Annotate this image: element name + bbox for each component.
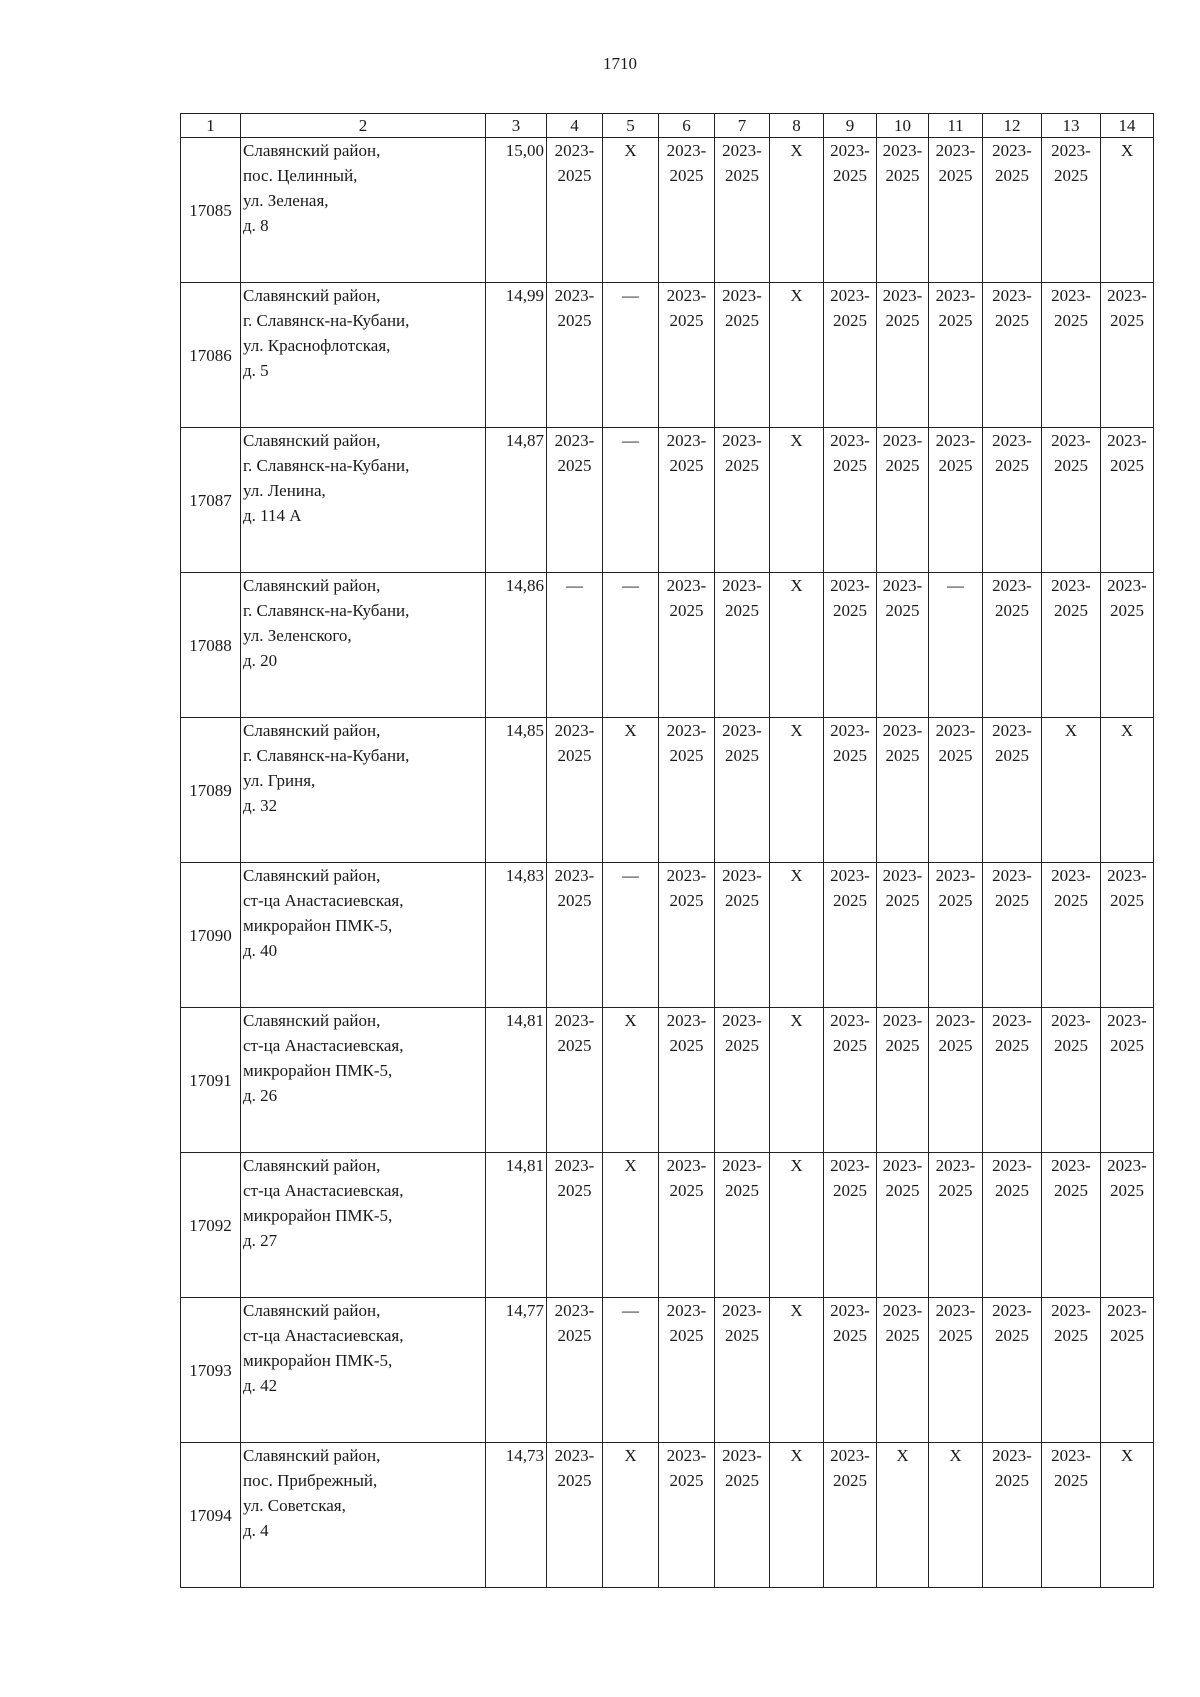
value-cell-col-12: 2023- 2025 [983,1298,1042,1443]
value-cell-col-12: 2023- 2025 [983,718,1042,863]
address-line: микрорайон ПМК-5, [243,1206,393,1225]
value-cell-col-11: 2023- 2025 [929,1298,983,1443]
data-table [180,113,1154,1588]
area-cell: 14,87 [486,428,547,573]
value-cell-col-14: 2023- 2025 [1101,1153,1154,1298]
value-cell-col-9: 2023- 2025 [824,283,877,428]
column-header-7: 7 [715,114,770,138]
value-cell-col-14: X [1101,138,1154,283]
value-cell-col-7: 2023- 2025 [715,1008,770,1153]
address-line: д. 4 [243,1521,269,1540]
value-cell-col-10: 2023- 2025 [877,283,929,428]
address-line: д. 20 [243,651,278,670]
address-line: г. Славянск-на-Кубани, [243,456,410,475]
value-cell-col-4: — [547,573,603,718]
value-cell-col-6: 2023- 2025 [659,718,715,863]
value-cell-col-5: — [603,1298,659,1443]
value-cell-col-10: X [877,1443,929,1588]
address-line: д. 26 [243,1086,278,1105]
address-line: д. 40 [243,941,278,960]
address-line: микрорайон ПМК-5, [243,1061,393,1080]
value-cell-col-9: 2023- 2025 [824,138,877,283]
column-header-3: 3 [486,114,547,138]
value-cell-col-13: 2023- 2025 [1042,1298,1101,1443]
header-row [181,114,1154,138]
value-cell-col-13: 2023- 2025 [1042,1008,1101,1153]
value-cell-col-5: — [603,863,659,1008]
value-cell-col-14: 2023- 2025 [1101,1298,1154,1443]
table-row [181,138,1154,283]
value-cell-col-13: 2023- 2025 [1042,863,1101,1008]
row-number: 17094 [181,1443,241,1588]
value-cell-col-8: X [770,1298,824,1443]
address-line: д. 8 [243,216,269,235]
value-cell-col-4: 2023- 2025 [547,1298,603,1443]
column-header-5: 5 [603,114,659,138]
address-line: ул. Советская, [243,1496,346,1515]
address-cell [241,863,486,1008]
value-cell-col-9: 2023- 2025 [824,863,877,1008]
column-header-12: 12 [983,114,1042,138]
value-cell-col-13: X [1042,718,1101,863]
value-cell-col-4: 2023- 2025 [547,1153,603,1298]
value-cell-col-10: 2023- 2025 [877,573,929,718]
value-cell-col-10: 2023- 2025 [877,428,929,573]
value-cell-col-10: 2023- 2025 [877,718,929,863]
address-line: ст-ца Анастасиевская, [243,891,404,910]
value-cell-col-8: X [770,863,824,1008]
area-cell: 14,73 [486,1443,547,1588]
address-line: ул. Зеленая, [243,191,329,210]
area-cell: 14,81 [486,1153,547,1298]
value-cell-col-11: 2023- 2025 [929,428,983,573]
value-cell-col-12: 2023- 2025 [983,1153,1042,1298]
address-line: ул. Зеленского, [243,626,352,645]
value-cell-col-14: 2023- 2025 [1101,573,1154,718]
value-cell-col-7: 2023- 2025 [715,283,770,428]
value-cell-col-6: 2023- 2025 [659,1298,715,1443]
value-cell-col-5: X [603,1008,659,1153]
address-line: Славянский район, [243,576,381,595]
value-cell-col-11: X [929,1443,983,1588]
value-cell-col-11: 2023- 2025 [929,863,983,1008]
address-line: ст-ца Анастасиевская, [243,1036,404,1055]
address-line: д. 114 А [243,506,302,525]
column-header-11: 11 [929,114,983,138]
address-line: д. 32 [243,796,278,815]
address-cell [241,1153,486,1298]
value-cell-col-13: 2023- 2025 [1042,573,1101,718]
address-cell [241,428,486,573]
value-cell-col-10: 2023- 2025 [877,138,929,283]
column-header-1: 1 [181,114,241,138]
value-cell-col-5: — [603,573,659,718]
address-line: Славянский район, [243,141,381,160]
value-cell-col-13: 2023- 2025 [1042,138,1101,283]
value-cell-col-9: 2023- 2025 [824,428,877,573]
table-header [181,114,1154,138]
value-cell-col-4: 2023- 2025 [547,138,603,283]
value-cell-col-7: 2023- 2025 [715,718,770,863]
area-cell: 14,85 [486,718,547,863]
row-number: 17087 [181,428,241,573]
area-cell: 14,81 [486,1008,547,1153]
value-cell-col-9: 2023- 2025 [824,1008,877,1153]
row-number: 17093 [181,1298,241,1443]
value-cell-col-11: — [929,573,983,718]
table-row [181,283,1154,428]
value-cell-col-6: 2023- 2025 [659,1443,715,1588]
value-cell-col-13: 2023- 2025 [1042,1443,1101,1588]
value-cell-col-14: 2023- 2025 [1101,1008,1154,1153]
value-cell-col-12: 2023- 2025 [983,863,1042,1008]
address-cell [241,573,486,718]
value-cell-col-8: X [770,283,824,428]
value-cell-col-11: 2023- 2025 [929,138,983,283]
value-cell-col-5: X [603,1443,659,1588]
address-line: д. 42 [243,1376,278,1395]
address-cell [241,283,486,428]
area-cell: 14,99 [486,283,547,428]
column-header-14: 14 [1101,114,1154,138]
value-cell-col-8: X [770,428,824,573]
value-cell-col-8: X [770,1443,824,1588]
value-cell-col-13: 2023- 2025 [1042,1153,1101,1298]
value-cell-col-12: 2023- 2025 [983,138,1042,283]
value-cell-col-9: 2023- 2025 [824,573,877,718]
value-cell-col-8: X [770,573,824,718]
address-line: Славянский район, [243,866,381,885]
row-number: 17090 [181,863,241,1008]
value-cell-col-7: 2023- 2025 [715,428,770,573]
value-cell-col-9: 2023- 2025 [824,1298,877,1443]
row-number: 17092 [181,1153,241,1298]
address-cell [241,1443,486,1588]
address-line: микрорайон ПМК-5, [243,1351,393,1370]
value-cell-col-6: 2023- 2025 [659,573,715,718]
address-line: Славянский район, [243,1011,381,1030]
area-cell: 14,83 [486,863,547,1008]
row-number: 17089 [181,718,241,863]
address-line: д. 27 [243,1231,278,1250]
value-cell-col-14: X [1101,718,1154,863]
table-row [181,1153,1154,1298]
address-cell [241,1298,486,1443]
value-cell-col-5: X [603,1153,659,1298]
value-cell-col-5: X [603,718,659,863]
value-cell-col-8: X [770,138,824,283]
value-cell-col-6: 2023- 2025 [659,283,715,428]
value-cell-col-6: 2023- 2025 [659,138,715,283]
value-cell-col-5: X [603,138,659,283]
column-header-10: 10 [877,114,929,138]
address-line: г. Славянск-на-Кубани, [243,601,410,620]
value-cell-col-9: 2023- 2025 [824,718,877,863]
address-line: пос. Целинный, [243,166,358,185]
value-cell-col-4: 2023- 2025 [547,718,603,863]
value-cell-col-11: 2023- 2025 [929,283,983,428]
value-cell-col-4: 2023- 2025 [547,283,603,428]
page-number: 1710 [603,54,637,73]
address-line: ул. Ленина, [243,481,326,500]
row-number: 17088 [181,573,241,718]
value-cell-col-14: 2023- 2025 [1101,283,1154,428]
table-row [181,718,1154,863]
value-cell-col-11: 2023- 2025 [929,718,983,863]
column-header-4: 4 [547,114,603,138]
value-cell-col-12: 2023- 2025 [983,283,1042,428]
column-header-6: 6 [659,114,715,138]
address-cell [241,718,486,863]
value-cell-col-8: X [770,718,824,863]
value-cell-col-13: 2023- 2025 [1042,283,1101,428]
table-row [181,1298,1154,1443]
table-row [181,573,1154,718]
row-number: 17085 [181,138,241,283]
value-cell-col-10: 2023- 2025 [877,1298,929,1443]
address-line: ул. Гриня, [243,771,316,790]
value-cell-col-5: — [603,428,659,573]
address-cell [241,1008,486,1153]
address-line: Славянский район, [243,721,381,740]
address-line: микрорайон ПМК-5, [243,916,393,935]
value-cell-col-9: 2023- 2025 [824,1443,877,1588]
address-line: ул. Краснофлотская, [243,336,391,355]
value-cell-col-10: 2023- 2025 [877,1153,929,1298]
column-header-2: 2 [241,114,486,138]
value-cell-col-5: — [603,283,659,428]
table-row [181,863,1154,1008]
value-cell-col-11: 2023- 2025 [929,1153,983,1298]
value-cell-col-11: 2023- 2025 [929,1008,983,1153]
area-cell: 14,77 [486,1298,547,1443]
address-line: г. Славянск-на-Кубани, [243,746,410,765]
area-cell: 14,86 [486,573,547,718]
table-row [181,1008,1154,1153]
address-line: ст-ца Анастасиевская, [243,1326,404,1345]
row-number: 17091 [181,1008,241,1153]
value-cell-col-7: 2023- 2025 [715,1153,770,1298]
column-header-13: 13 [1042,114,1101,138]
value-cell-col-8: X [770,1008,824,1153]
value-cell-col-7: 2023- 2025 [715,1298,770,1443]
value-cell-col-7: 2023- 2025 [715,863,770,1008]
value-cell-col-14: 2023- 2025 [1101,863,1154,1008]
value-cell-col-6: 2023- 2025 [659,1153,715,1298]
value-cell-col-12: 2023- 2025 [983,573,1042,718]
value-cell-col-6: 2023- 2025 [659,1008,715,1153]
value-cell-col-4: 2023- 2025 [547,1443,603,1588]
address-line: Славянский район, [243,1301,381,1320]
value-cell-col-13: 2023- 2025 [1042,428,1101,573]
value-cell-col-6: 2023- 2025 [659,863,715,1008]
value-cell-col-12: 2023- 2025 [983,428,1042,573]
address-line: д. 5 [243,361,269,380]
table-row [181,1443,1154,1588]
value-cell-col-6: 2023- 2025 [659,428,715,573]
column-header-9: 9 [824,114,877,138]
address-line: Славянский район, [243,286,381,305]
value-cell-col-10: 2023- 2025 [877,1008,929,1153]
value-cell-col-4: 2023- 2025 [547,863,603,1008]
value-cell-col-14: 2023- 2025 [1101,428,1154,573]
value-cell-col-9: 2023- 2025 [824,1153,877,1298]
address-cell [241,138,486,283]
table-row [181,428,1154,573]
value-cell-col-8: X [770,1153,824,1298]
area-cell: 15,00 [486,138,547,283]
address-line: пос. Прибрежный, [243,1471,378,1490]
table-body [181,138,1154,1588]
value-cell-col-7: 2023- 2025 [715,138,770,283]
address-line: ст-ца Анастасиевская, [243,1181,404,1200]
value-cell-col-12: 2023- 2025 [983,1443,1042,1588]
value-cell-col-4: 2023- 2025 [547,428,603,573]
value-cell-col-4: 2023- 2025 [547,1008,603,1153]
column-header-8: 8 [770,114,824,138]
value-cell-col-12: 2023- 2025 [983,1008,1042,1153]
row-number: 17086 [181,283,241,428]
address-line: Славянский район, [243,431,381,450]
address-line: Славянский район, [243,1156,381,1175]
value-cell-col-7: 2023- 2025 [715,1443,770,1588]
value-cell-col-7: 2023- 2025 [715,573,770,718]
value-cell-col-10: 2023- 2025 [877,863,929,1008]
address-line: Славянский район, [243,1446,381,1465]
value-cell-col-14: X [1101,1443,1154,1588]
address-line: г. Славянск-на-Кубани, [243,311,410,330]
